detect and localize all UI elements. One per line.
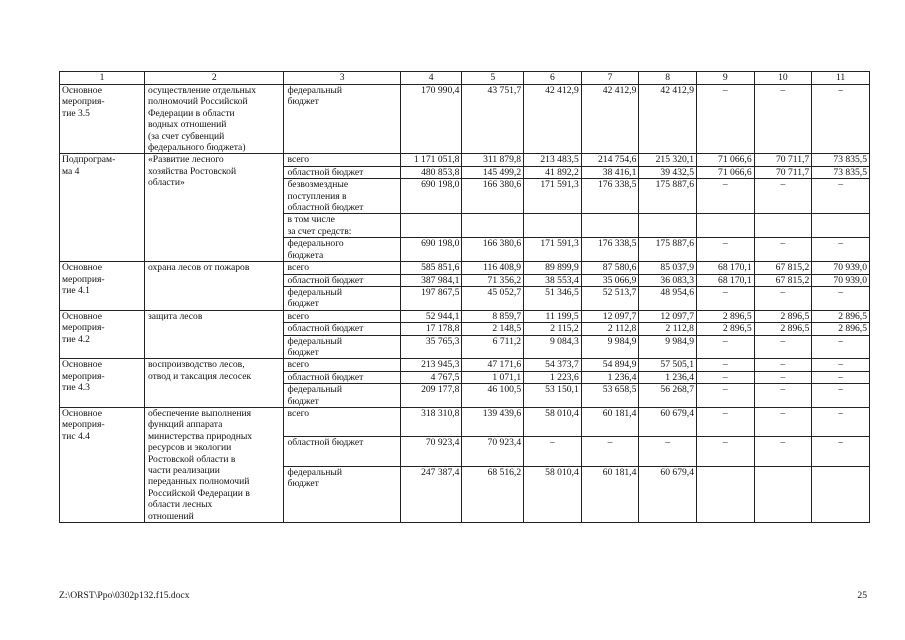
value-cell: – xyxy=(754,238,812,262)
value-cell: 73 835,5 xyxy=(812,166,870,178)
funding-source-cell: в том числе за счет средств: xyxy=(284,214,400,238)
value-cell: – xyxy=(696,286,754,310)
activity-code-cell: Основное мероприя- тис 4.4 xyxy=(60,407,145,522)
value-cell: 209 177,8 xyxy=(400,384,462,408)
value-cell: 1 236,4 xyxy=(581,371,639,383)
funding-source-cell: федеральный бюджет xyxy=(284,466,400,522)
value-cell: 12 097,7 xyxy=(581,310,639,322)
value-cell xyxy=(754,466,812,522)
value-cell xyxy=(696,214,754,238)
funding-source-cell: всего xyxy=(284,262,400,274)
activity-description-cell: охрана лесов от пожаров xyxy=(144,262,284,311)
value-cell: 213 945,3 xyxy=(400,359,462,371)
value-cell: 51 346,5 xyxy=(524,286,582,310)
value-cell: 9 984,9 xyxy=(639,335,697,359)
value-cell: 38 553,4 xyxy=(524,274,582,286)
value-cell: 70 939,0 xyxy=(812,262,870,274)
value-cell: 170 990,4 xyxy=(400,85,462,154)
value-cell: 42 412,9 xyxy=(524,85,582,154)
value-cell: 71 356,2 xyxy=(462,274,524,286)
value-cell: 52 513,7 xyxy=(581,286,639,310)
value-cell: 60 679,4 xyxy=(639,407,697,436)
value-cell xyxy=(400,214,462,238)
header-cell: 9 xyxy=(696,72,754,85)
value-cell: 2 896,5 xyxy=(696,310,754,322)
funding-source-cell: федеральный бюджет xyxy=(284,286,400,310)
value-cell: 145 499,2 xyxy=(462,166,524,178)
value-cell: 70 923,4 xyxy=(400,437,462,466)
value-cell: 58 010,4 xyxy=(524,407,582,436)
value-cell: 2 112,8 xyxy=(639,323,697,335)
value-cell: 60 679,4 xyxy=(639,466,697,522)
funding-source-cell: всего xyxy=(284,154,400,166)
table-row xyxy=(60,154,870,166)
funding-source-cell: федеральный бюджет xyxy=(284,335,400,359)
value-cell: 87 580,6 xyxy=(581,262,639,274)
value-cell: 1 223,6 xyxy=(524,371,582,383)
value-cell: – xyxy=(696,179,754,214)
footer-file-path: Z:\ORST\Ppo\0302p132.f15.docx xyxy=(59,590,190,601)
value-cell: 89 899,9 xyxy=(524,262,582,274)
value-cell: 60 181,4 xyxy=(581,407,639,436)
value-cell xyxy=(812,214,870,238)
value-cell: 8 859,7 xyxy=(462,310,524,322)
value-cell: 176 338,5 xyxy=(581,238,639,262)
activity-code-cell: Основное мероприя- тие 4.2 xyxy=(60,310,145,359)
value-cell: 690 198,0 xyxy=(400,179,462,214)
activity-code-cell: Подпрограм- ма 4 xyxy=(60,154,145,262)
value-cell: 41 892,2 xyxy=(524,166,582,178)
value-cell: – xyxy=(812,437,870,466)
value-cell: – xyxy=(754,85,812,154)
value-cell: 197 867,5 xyxy=(400,286,462,310)
activity-description-cell: обеспечение выполнения функций аппарата министерства природных ресурсов и экологии Ростовской области в части реализации переданных полномочий Российской Федерации в области лесных отношений xyxy=(144,407,284,522)
value-cell: 45 052,7 xyxy=(462,286,524,310)
value-cell: 2 112,8 xyxy=(581,323,639,335)
value-cell: – xyxy=(812,238,870,262)
header-cell: 4 xyxy=(400,72,462,85)
value-cell: 690 198,0 xyxy=(400,238,462,262)
header-row xyxy=(60,72,870,85)
value-cell: 47 171,6 xyxy=(462,359,524,371)
activity-description-cell: «Развитие лесного хозяйства Ростовской области» xyxy=(144,154,284,262)
value-cell: 53 150,1 xyxy=(524,384,582,408)
value-cell: 9 984,9 xyxy=(581,335,639,359)
footer-page-number: 25 xyxy=(857,590,867,601)
funding-source-cell: областной бюджет xyxy=(284,371,400,383)
value-cell: 2 896,5 xyxy=(812,310,870,322)
value-cell: 116 408,9 xyxy=(462,262,524,274)
value-cell: – xyxy=(696,437,754,466)
table-row xyxy=(60,310,870,322)
value-cell: – xyxy=(754,359,812,371)
value-cell: 57 505,1 xyxy=(639,359,697,371)
value-cell xyxy=(812,466,870,522)
value-cell: 68 516,2 xyxy=(462,466,524,522)
value-cell: 2 896,5 xyxy=(696,323,754,335)
activity-description-cell: воспроизводство лесов, отвод и таксация лесосек xyxy=(144,359,284,408)
value-cell: – xyxy=(696,335,754,359)
value-cell: 2 896,5 xyxy=(754,323,812,335)
value-cell: – xyxy=(812,407,870,436)
value-cell: 213 483,5 xyxy=(524,154,582,166)
activity-code-cell: Основное мероприя- тие 4.3 xyxy=(60,359,145,408)
value-cell: 67 815,2 xyxy=(754,262,812,274)
value-cell: 42 412,9 xyxy=(639,85,697,154)
value-cell: 9 084,3 xyxy=(524,335,582,359)
value-cell: – xyxy=(754,384,812,408)
value-cell: 585 851,6 xyxy=(400,262,462,274)
header-cell: 2 xyxy=(144,72,284,85)
value-cell: 480 853,8 xyxy=(400,166,462,178)
funding-source-cell: федеральный бюджет xyxy=(284,384,400,408)
value-cell: 46 100,5 xyxy=(462,384,524,408)
value-cell: 166 380,6 xyxy=(462,238,524,262)
value-cell: 36 083,3 xyxy=(639,274,697,286)
value-cell: 175 887,6 xyxy=(639,179,697,214)
value-cell: 311 879,8 xyxy=(462,154,524,166)
value-cell: 54 894,9 xyxy=(581,359,639,371)
header-cell: 6 xyxy=(524,72,582,85)
value-cell: 387 984,1 xyxy=(400,274,462,286)
value-cell: – xyxy=(696,359,754,371)
funding-source-cell: областной бюджет xyxy=(284,323,400,335)
value-cell: 71 066,6 xyxy=(696,154,754,166)
value-cell: 35 765,3 xyxy=(400,335,462,359)
funding-source-cell: областной бюджет xyxy=(284,166,400,178)
header-cell: 1 xyxy=(60,72,145,85)
value-cell: 68 170,1 xyxy=(696,274,754,286)
value-cell: – xyxy=(639,437,697,466)
value-cell: 2 896,5 xyxy=(754,310,812,322)
funding-source-cell: областной бюджет xyxy=(284,274,400,286)
value-cell: 70 711,7 xyxy=(754,166,812,178)
budget-table xyxy=(59,71,870,523)
value-cell: 1 071,1 xyxy=(462,371,524,383)
value-cell: 43 751,7 xyxy=(462,85,524,154)
value-cell xyxy=(696,466,754,522)
activity-code-cell: Основное мероприя- тие 3.5 xyxy=(60,85,145,154)
funding-source-cell: областной бюджет xyxy=(284,437,400,466)
value-cell: 68 170,1 xyxy=(696,262,754,274)
value-cell: – xyxy=(696,238,754,262)
funding-source-cell: федеральный бюджет xyxy=(284,85,400,154)
value-cell: – xyxy=(812,179,870,214)
value-cell: – xyxy=(812,384,870,408)
funding-source-cell: всего xyxy=(284,359,400,371)
value-cell: 58 010,4 xyxy=(524,466,582,522)
value-cell: 139 439,6 xyxy=(462,407,524,436)
value-cell: 166 380,6 xyxy=(462,179,524,214)
value-cell: – xyxy=(581,437,639,466)
value-cell: 176 338,5 xyxy=(581,179,639,214)
funding-source-cell: всего xyxy=(284,310,400,322)
value-cell: 71 066,6 xyxy=(696,166,754,178)
value-cell: 2 896,5 xyxy=(812,323,870,335)
value-cell: 12 097,7 xyxy=(639,310,697,322)
value-cell: 38 416,1 xyxy=(581,166,639,178)
value-cell: 56 268,7 xyxy=(639,384,697,408)
value-cell: 35 066,9 xyxy=(581,274,639,286)
value-cell xyxy=(754,214,812,238)
value-cell: – xyxy=(754,286,812,310)
activity-description-cell: защита лесов xyxy=(144,310,284,359)
value-cell: 1 171 051,8 xyxy=(400,154,462,166)
value-cell: 67 815,2 xyxy=(754,274,812,286)
value-cell: 52 944,1 xyxy=(400,310,462,322)
value-cell: 1 236,4 xyxy=(639,371,697,383)
value-cell: 17 178,8 xyxy=(400,323,462,335)
value-cell: 6 711,2 xyxy=(462,335,524,359)
table-row xyxy=(60,359,870,371)
value-cell: 70 923,4 xyxy=(462,437,524,466)
header-cell: 3 xyxy=(284,72,400,85)
value-cell: 11 199,5 xyxy=(524,310,582,322)
value-cell: – xyxy=(524,437,582,466)
funding-source-cell: безвозмездные поступления в областной бюджет xyxy=(284,179,400,214)
value-cell: 70 711,7 xyxy=(754,154,812,166)
value-cell: 39 432,5 xyxy=(639,166,697,178)
value-cell xyxy=(462,214,524,238)
value-cell: 70 939,0 xyxy=(812,274,870,286)
value-cell: – xyxy=(696,384,754,408)
value-cell xyxy=(581,214,639,238)
value-cell: – xyxy=(812,359,870,371)
activity-code-cell: Основное мероприя- тие 4.1 xyxy=(60,262,145,311)
table-row xyxy=(60,407,870,436)
header-cell: 7 xyxy=(581,72,639,85)
value-cell: – xyxy=(754,437,812,466)
header-cell: 5 xyxy=(462,72,524,85)
value-cell: 42 412,9 xyxy=(581,85,639,154)
value-cell: – xyxy=(812,335,870,359)
value-cell: 175 887,6 xyxy=(639,238,697,262)
header-cell: 11 xyxy=(812,72,870,85)
funding-source-cell: всего xyxy=(284,407,400,436)
value-cell: 215 320,1 xyxy=(639,154,697,166)
value-cell: 48 954,6 xyxy=(639,286,697,310)
value-cell: 214 754,6 xyxy=(581,154,639,166)
value-cell: 2 115,2 xyxy=(524,323,582,335)
header-cell: 8 xyxy=(639,72,697,85)
value-cell: – xyxy=(754,371,812,383)
value-cell: – xyxy=(754,179,812,214)
value-cell: 318 310,8 xyxy=(400,407,462,436)
value-cell: 247 387,4 xyxy=(400,466,462,522)
value-cell: 85 037,9 xyxy=(639,262,697,274)
value-cell: – xyxy=(696,407,754,436)
value-cell: 73 835,5 xyxy=(812,154,870,166)
value-cell: – xyxy=(754,335,812,359)
funding-source-cell: федерального бюджета xyxy=(284,238,400,262)
value-cell: 60 181,4 xyxy=(581,466,639,522)
table-row xyxy=(60,262,870,274)
value-cell: – xyxy=(812,371,870,383)
value-cell: – xyxy=(812,286,870,310)
value-cell: – xyxy=(696,371,754,383)
value-cell: – xyxy=(696,85,754,154)
value-cell: 171 591,3 xyxy=(524,238,582,262)
value-cell: 4 767,5 xyxy=(400,371,462,383)
value-cell xyxy=(524,214,582,238)
table-body xyxy=(60,72,870,523)
table-row xyxy=(60,85,870,154)
value-cell: 171 591,3 xyxy=(524,179,582,214)
value-cell: – xyxy=(754,407,812,436)
activity-description-cell: осуществление отдельных полномочий Российской Федерации в области водных отношений (за счет субвенций федерального бюджета) xyxy=(144,85,284,154)
value-cell: – xyxy=(812,85,870,154)
value-cell: 2 148,5 xyxy=(462,323,524,335)
value-cell: 54 373,7 xyxy=(524,359,582,371)
header-cell: 10 xyxy=(754,72,812,85)
value-cell: 53 658,5 xyxy=(581,384,639,408)
value-cell xyxy=(639,214,697,238)
